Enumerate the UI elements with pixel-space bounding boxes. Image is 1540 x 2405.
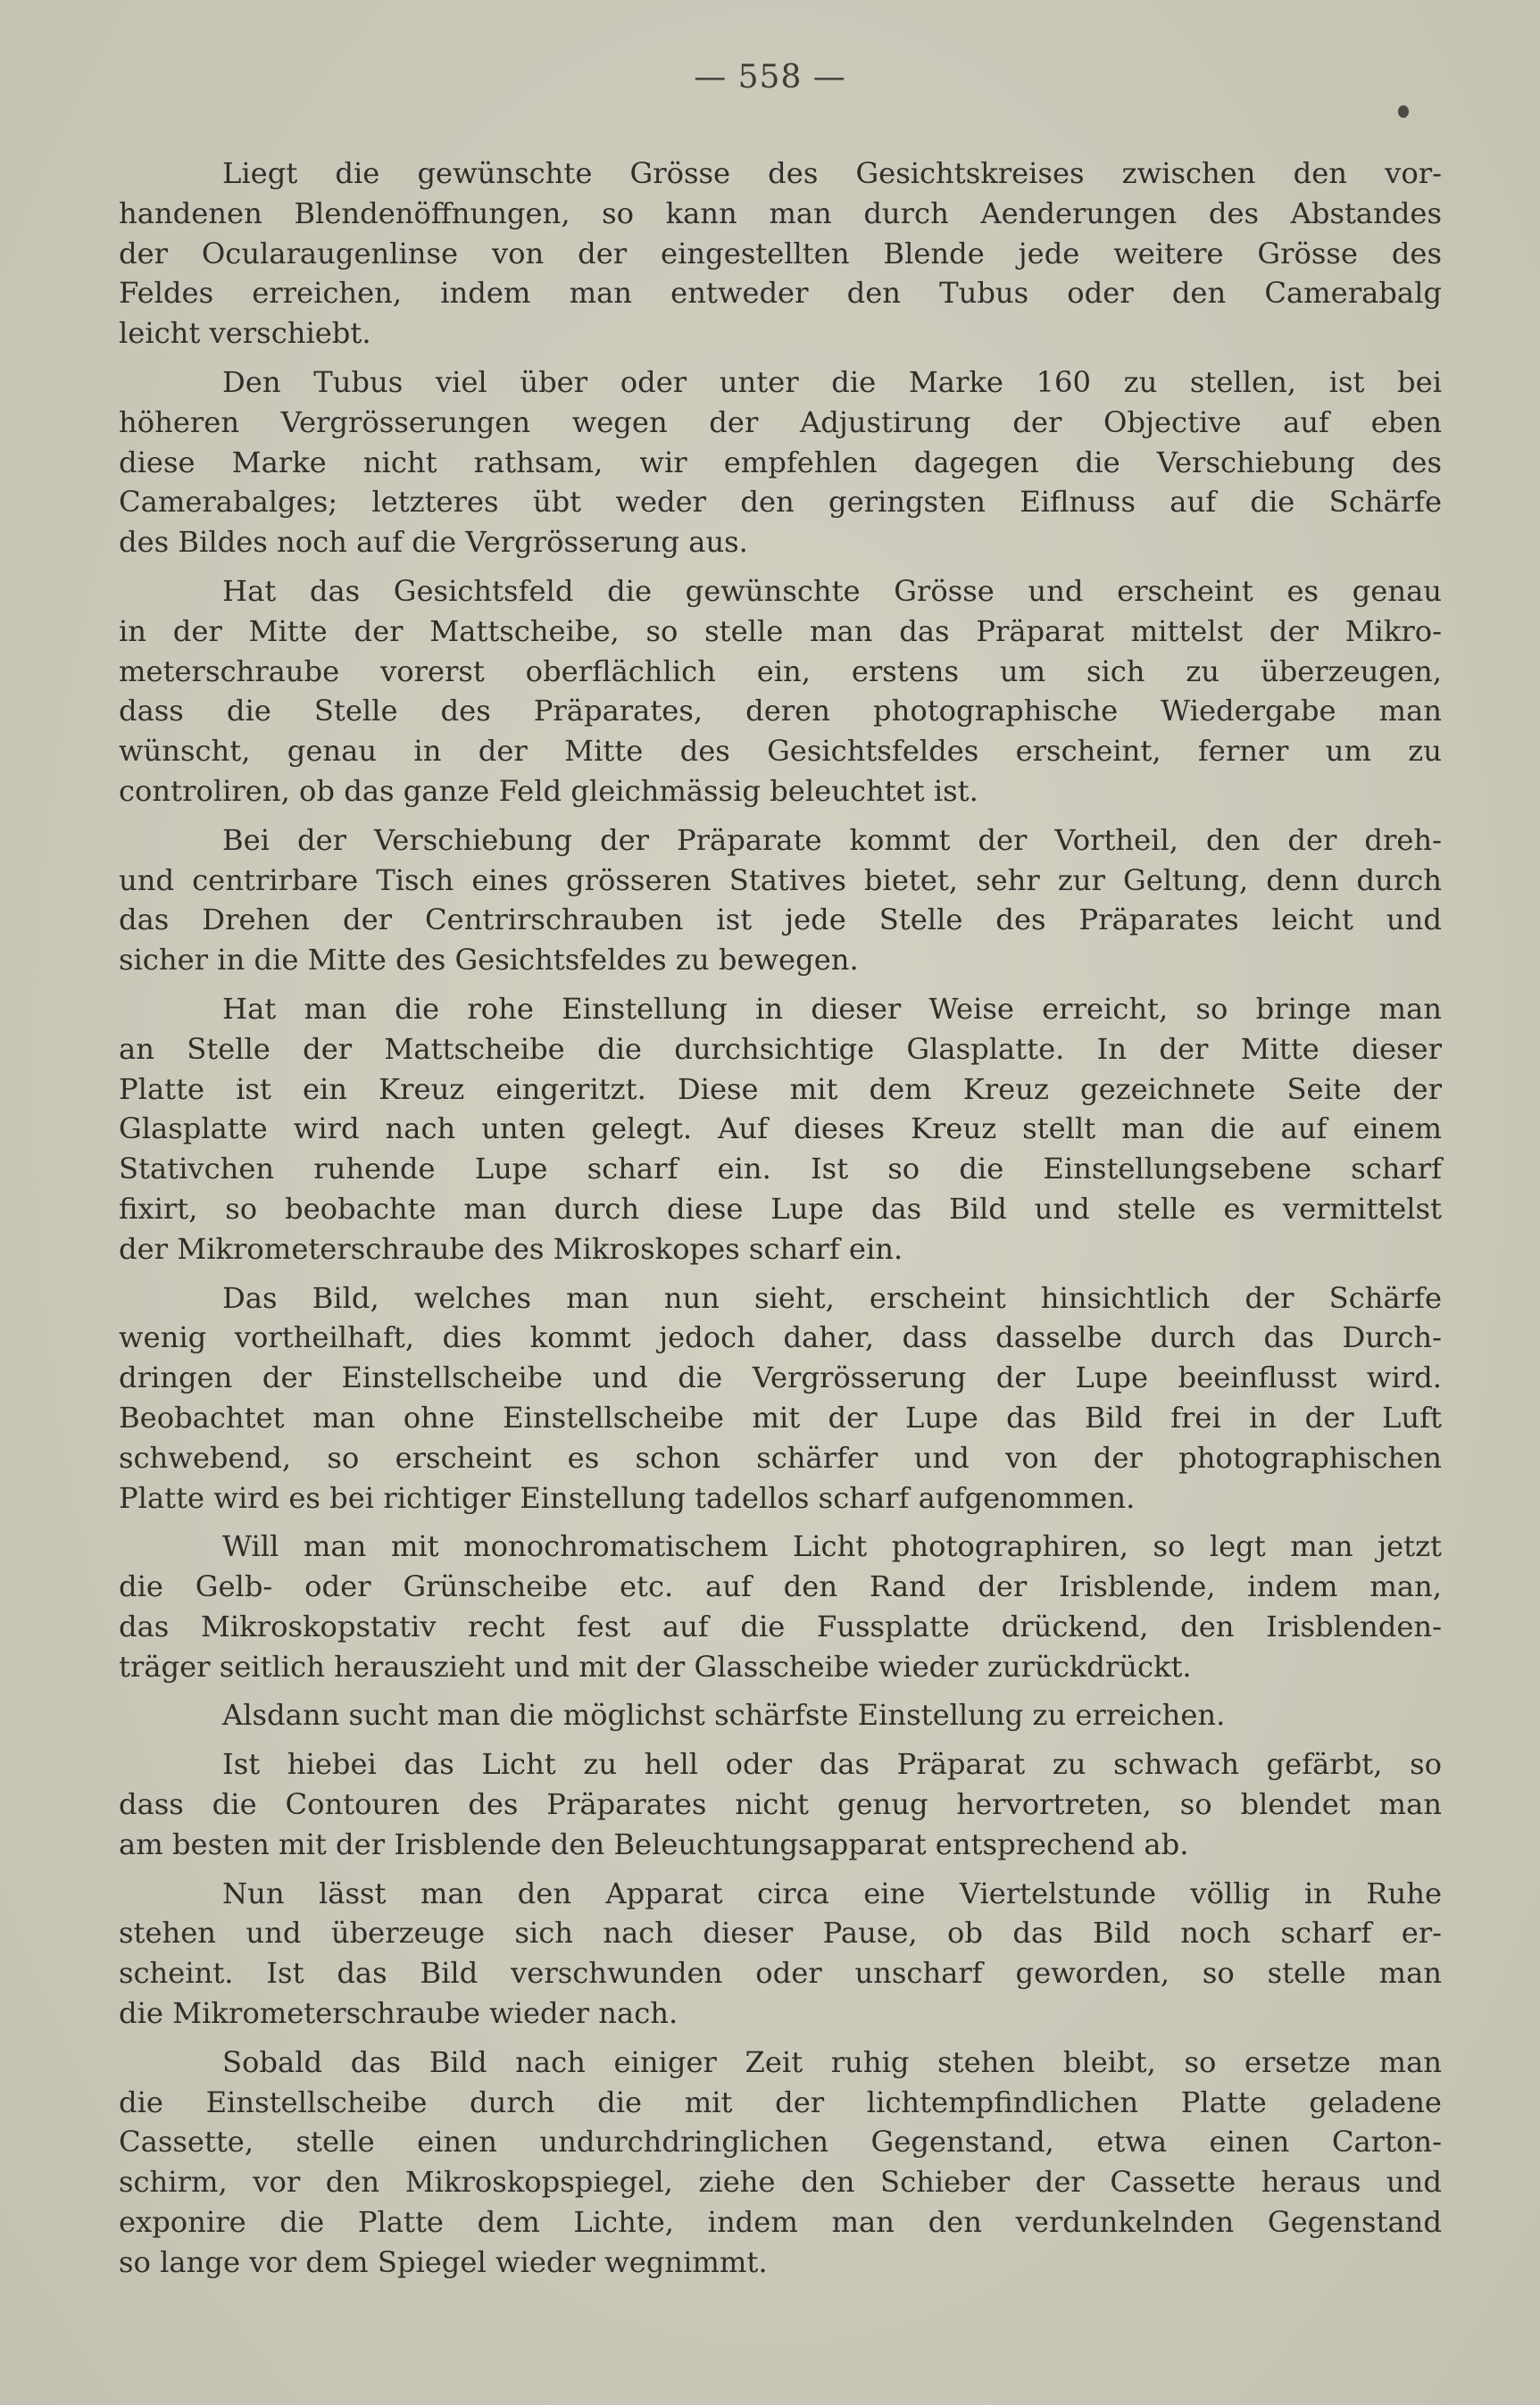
text-line: Das Bild, welches man nun sieht, erscheint hinsichtlich der Schärfe [222,1280,1442,1315]
ink-speck [1398,105,1409,118]
text-line: die Gelb- oder Grünscheibe etc. auf den Rand der Irisblende, indem man, [119,1569,1442,1604]
text-line: Hat man die rohe Einstellung in dieser Weise erreicht, so bringe man [222,991,1442,1026]
paragraph [119,1874,1442,2034]
text-line: das Drehen der Centrirschrauben ist jede Stelle des Präparates leicht und [119,903,1442,937]
text-line: die Mikrometerschraube wieder nach. [119,1996,678,2031]
text-line: und centrirbare Tisch eines grösseren Statives bietet, sehr zur Geltung, denn durch [119,862,1442,897]
text-line: wenig vortheilhaft, dies kommt jedoch daher, dass dasselbe durch das Durch- [119,1320,1442,1355]
paragraph [119,1744,1442,1864]
text-line: wünscht, genau in der Mitte des Gesichtsfeldes erscheint, ferner um zu [119,734,1442,769]
text-line: dass die Stelle des Präparates, deren photographische Wiedergabe man [119,694,1442,728]
text-line: Den Tubus viel über oder unter die Marke 160 zu stellen, ist bei [222,364,1442,399]
text-line: meterschraube vorerst oberflächlich ein, erstens um sich zu überzeugen, [119,653,1442,688]
text-line: in der Mitte der Mattscheibe, so stelle man das Präparat mittelst der Mikro- [119,613,1442,648]
text-line: das Mikroskopstativ recht fest auf die Fussplatte drückend, den Irisblenden- [119,1609,1442,1644]
paragraph [119,1278,1442,1519]
text-line: die Einstellscheibe durch die mit der lichtempfindlichen Platte geladene [119,2085,1442,2119]
text-line: Platte ist ein Kreuz eingeritzt. Diese mit dem Kreuz gezeichnete Seite der [119,1071,1442,1106]
text-line: schwebend, so erscheint es schon schärfer und von der photographischen [119,1440,1442,1475]
text-line: Glasplatte wird nach unten gelegt. Auf dieses Kreuz stellt man die auf einem [119,1111,1442,1146]
text-line: sicher in die Mitte des Gesichtsfeldes zu bewegen. [119,943,859,978]
text-line: Beobachtet man ohne Einstellscheibe mit der Lupe das Bild frei in der Luft [119,1400,1442,1435]
text-line: schirm, vor den Mikroskopspiegel, ziehe den Schieber der Cassette heraus und [119,2165,1442,2200]
paragraph [119,1527,1442,1686]
text-line: Will man mit monochromatischem Licht photographiren, so legt man jetzt [222,1529,1442,1564]
paragraph [119,989,1442,1269]
text-line: am besten mit der Irisblende den Beleuchtungsapparat entsprechend ab. [119,1827,1189,1861]
text-line: an Stelle der Mattscheibe die durchsichtige Glasplatte. In der Mitte dieser [119,1031,1442,1066]
text-line: höheren Vergrösserungen wegen der Adjustirung der Objective auf eben [119,404,1442,439]
text-line: stehen und überzeuge sich nach dieser Pause, ob das Bild noch scharf er- [119,1916,1442,1951]
text-line: träger seitlich herauszieht und mit der Glasscheibe wieder zurückdrückt. [119,1649,1192,1684]
text-line: Alsdann sucht man die möglichst schärfste Einstellung zu erreichen. [222,1698,1226,1733]
text-line: dringen der Einstellscheibe und die Vergrösserung der Lupe beeinflusst wird. [119,1361,1442,1395]
text-line: so lange vor dem Spiegel wieder wegnimmt. [119,2244,768,2279]
paragraph [119,362,1442,562]
text-line: Feldes erreichen, indem man entweder den Tubus oder den Camerabalg [119,276,1442,311]
paragraph [119,2043,1442,2283]
text-line: Camerabalges; letzteres übt weder den geringsten Eiflnuss auf die Schärfe [119,485,1442,520]
text-line: Nun lässt man den Apparat circa eine Viertelstunde völlig in Ruhe [222,1876,1442,1910]
text-line: dass die Contouren des Präparates nicht genug hervortreten, so blendet man [119,1787,1442,1822]
text-line: Bei der Verschiebung der Präparate kommt der Vortheil, den der dreh- [222,822,1442,857]
text-line: fixirt, so beobachte man durch diese Lupe das Bild und stelle es vermittelst [119,1191,1442,1226]
text-line: leicht verschiebt. [119,316,371,351]
text-line: exponire die Platte dem Lichte, indem man den verdunkelnden Gegenstand [119,2205,1442,2240]
page-number: — 558 — [694,59,846,96]
text-line: Cassette, stelle einen undurchdringlichen Gegenstand, etwa einen Carton- [119,2125,1442,2160]
text-line: Hat das Gesichtsfeld die gewünschte Grösse und erscheint es genau [222,573,1442,608]
paragraph [119,820,1442,980]
text-line: der Ocularaugenlinse von der eingestellten Blende jede weitere Grösse des [119,236,1442,270]
text-line: scheint. Ist das Bild verschwunden oder unscharf geworden, so stelle man [119,1956,1442,1991]
paragraph [119,1695,1442,1735]
body-text [119,154,1442,2292]
text-line: Ist hiebei das Licht zu hell oder das Präparat zu schwach gefärbt, so [222,1747,1442,1782]
text-line: diese Marke nicht rathsam, wir empfehlen dagegen die Verschiebung des [119,445,1442,479]
text-line: Liegt die gewünschte Grösse des Gesichtskreises zwischen den vor- [222,156,1442,190]
text-line: Platte wird es bei richtiger Einstellung tadellos scharf aufgenommen. [119,1480,1136,1515]
paragraph [119,571,1442,811]
text-line: Sobald das Bild nach einiger Zeit ruhig stehen bleibt, so ersetze man [222,2044,1442,2079]
text-line: der Mikrometerschraube des Mikroskopes scharf ein. [119,1231,903,1266]
text-line: controliren, ob das ganze Feld gleichmässig beleuchtet ist. [119,773,978,808]
paragraph [119,154,1442,354]
text-line: handenen Blendenöffnungen, so kann man durch Aenderungen des Abstandes [119,196,1442,230]
text-line: des Bildes noch auf die Vergrösserung aus. [119,525,748,560]
text-line: Stativchen ruhende Lupe scharf ein. Ist so die Einstellungsebene scharf [119,1152,1442,1186]
